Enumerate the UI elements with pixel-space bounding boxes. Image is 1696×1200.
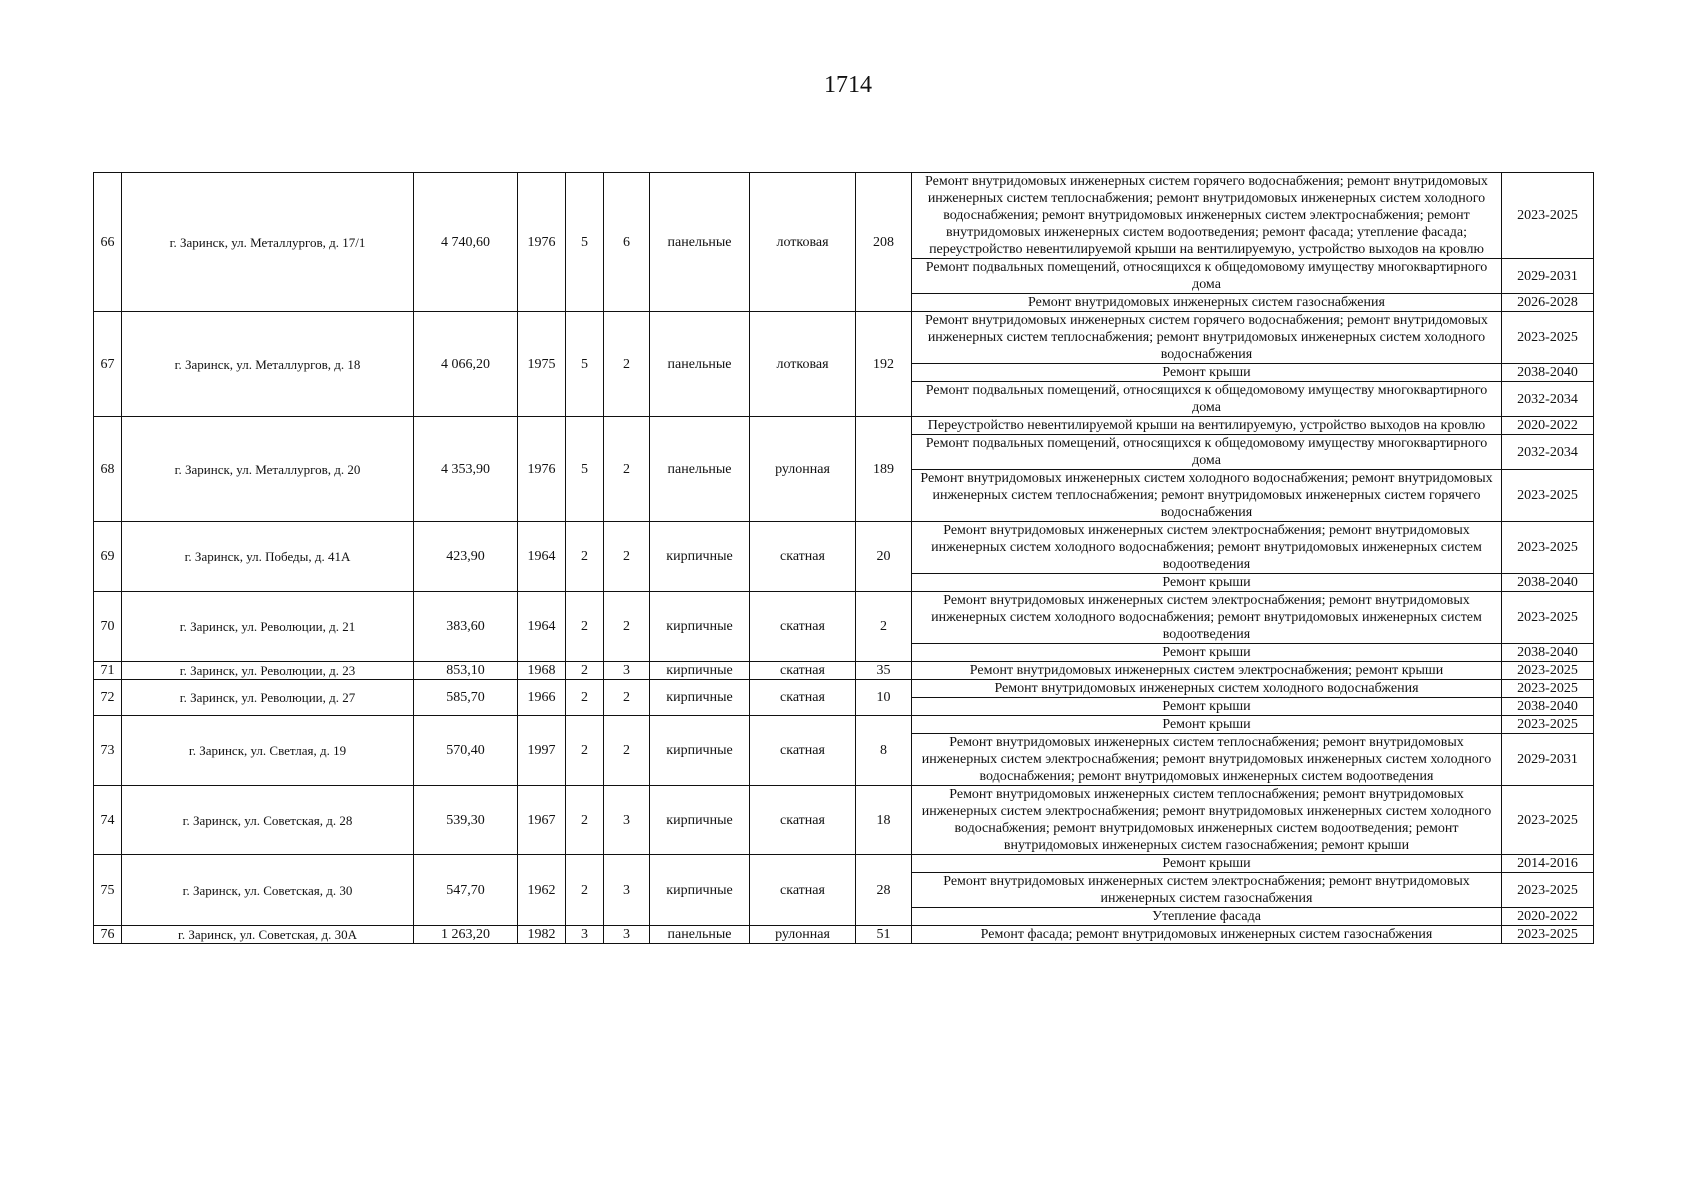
residents-cell: 10	[856, 680, 912, 716]
address-cell: г. Заринск, ул. Советская, д. 28	[122, 786, 414, 855]
entrances-cell: 2	[604, 716, 650, 786]
residents-cell: 20	[856, 522, 912, 592]
table-row	[94, 680, 1594, 698]
walls-cell: кирпичные	[650, 522, 750, 592]
floors-cell: 3	[566, 926, 604, 944]
work-description-cell: Ремонт внутридомовых инженерных систем холодного водоснабжения	[912, 680, 1502, 698]
row-number: 67	[94, 312, 122, 417]
table-row	[94, 786, 1594, 855]
area-cell: 570,40	[414, 716, 518, 786]
roof-cell: скатная	[750, 592, 856, 662]
floors-cell: 5	[566, 417, 604, 522]
row-number: 75	[94, 855, 122, 926]
work-description-cell: Ремонт внутридомовых инженерных систем электроснабжения; ремонт внутридомовых инженерных систем холодного водоснабжения; ремонт внутридомовых инженерных систем водоотведения	[912, 522, 1502, 574]
roof-cell: лотковая	[750, 173, 856, 312]
year-cell: 1997	[518, 716, 566, 786]
walls-cell: панельные	[650, 312, 750, 417]
work-period-cell: 2020-2022	[1502, 417, 1594, 435]
walls-cell: кирпичные	[650, 716, 750, 786]
walls-cell: кирпичные	[650, 662, 750, 680]
work-description-cell: Ремонт крыши	[912, 698, 1502, 716]
work-period-cell: 2023-2025	[1502, 680, 1594, 698]
walls-cell: кирпичные	[650, 855, 750, 926]
year-cell: 1964	[518, 592, 566, 662]
area-cell: 383,60	[414, 592, 518, 662]
entrances-cell: 2	[604, 680, 650, 716]
work-description-cell: Ремонт внутридомовых инженерных систем электроснабжения; ремонт внутридомовых инженерных систем холодного водоснабжения; ремонт внутридомовых инженерных систем водоотведения	[912, 592, 1502, 644]
work-period-cell: 2029-2031	[1502, 734, 1594, 786]
table-row	[94, 662, 1594, 680]
address-cell: г. Заринск, ул. Светлая, д. 19	[122, 716, 414, 786]
floors-cell: 5	[566, 173, 604, 312]
entrances-cell: 2	[604, 417, 650, 522]
table-row	[94, 312, 1594, 364]
floors-cell: 2	[566, 716, 604, 786]
area-cell: 853,10	[414, 662, 518, 680]
table-row	[94, 173, 1594, 259]
year-cell: 1964	[518, 522, 566, 592]
work-description-cell: Ремонт внутридомовых инженерных систем холодного водоснабжения; ремонт внутридомовых инженерных систем теплоснабжения; ремонт внутридомовых инженерных систем горячего водоснабжения	[912, 470, 1502, 522]
area-cell: 423,90	[414, 522, 518, 592]
work-description-cell: Ремонт внутридомовых инженерных систем горячего водоснабжения; ремонт внутридомовых инженерных систем теплоснабжения; ремонт внутридомовых инженерных систем холодного водоснабжения; ремонт внутридомовых инженерных систем электроснабжения; ремонт внутридомовых инженерных систем водоотведения; ремонт фасада; утепление фасада; переустройство невентилируемой крыши на вентилируемую, устройство выходов на кровлю	[912, 173, 1502, 259]
roof-cell: скатная	[750, 680, 856, 716]
work-period-cell: 2014-2016	[1502, 855, 1594, 873]
work-description-cell: Ремонт крыши	[912, 716, 1502, 734]
work-description-cell: Ремонт крыши	[912, 644, 1502, 662]
work-period-cell: 2038-2040	[1502, 698, 1594, 716]
walls-cell: кирпичные	[650, 680, 750, 716]
row-number: 70	[94, 592, 122, 662]
row-number: 76	[94, 926, 122, 944]
entrances-cell: 3	[604, 855, 650, 926]
work-description-cell: Ремонт внутридомовых инженерных систем горячего водоснабжения; ремонт внутридомовых инженерных систем теплоснабжения; ремонт внутридомовых инженерных систем холодного водоснабжения	[912, 312, 1502, 364]
roof-cell: скатная	[750, 786, 856, 855]
table-row	[94, 716, 1594, 734]
roof-cell: рулонная	[750, 926, 856, 944]
entrances-cell: 2	[604, 312, 650, 417]
roof-cell: скатная	[750, 662, 856, 680]
walls-cell: панельные	[650, 926, 750, 944]
floors-cell: 5	[566, 312, 604, 417]
work-period-cell: 2038-2040	[1502, 644, 1594, 662]
address-cell: г. Заринск, ул. Металлургов, д. 20	[122, 417, 414, 522]
work-period-cell: 2026-2028	[1502, 294, 1594, 312]
page-number: 1714	[824, 72, 872, 98]
work-period-cell: 2023-2025	[1502, 873, 1594, 908]
address-cell: г. Заринск, ул. Советская, д. 30	[122, 855, 414, 926]
work-period-cell: 2023-2025	[1502, 786, 1594, 855]
address-cell: г. Заринск, ул. Советская, д. 30А	[122, 926, 414, 944]
year-cell: 1962	[518, 855, 566, 926]
work-description-cell: Утепление фасада	[912, 908, 1502, 926]
residents-cell: 208	[856, 173, 912, 312]
work-period-cell: 2023-2025	[1502, 312, 1594, 364]
roof-cell: лотковая	[750, 312, 856, 417]
year-cell: 1975	[518, 312, 566, 417]
entrances-cell: 3	[604, 926, 650, 944]
work-description-cell: Ремонт внутридомовых инженерных систем электроснабжения; ремонт внутридомовых инженерных систем газоснабжения	[912, 873, 1502, 908]
entrances-cell: 2	[604, 592, 650, 662]
address-cell: г. Заринск, ул. Победы, д. 41А	[122, 522, 414, 592]
work-period-cell: 2038-2040	[1502, 364, 1594, 382]
floors-cell: 2	[566, 855, 604, 926]
residents-cell: 51	[856, 926, 912, 944]
table-row	[94, 855, 1594, 873]
work-period-cell: 2023-2025	[1502, 470, 1594, 522]
year-cell: 1968	[518, 662, 566, 680]
work-description-cell: Ремонт внутридомовых инженерных систем электроснабжения; ремонт крыши	[912, 662, 1502, 680]
year-cell: 1982	[518, 926, 566, 944]
row-number: 73	[94, 716, 122, 786]
work-description-cell: Ремонт подвальных помещений, относящихся к общедомовому имуществу многоквартирного дома	[912, 259, 1502, 294]
area-cell: 547,70	[414, 855, 518, 926]
work-period-cell: 2032-2034	[1502, 435, 1594, 470]
row-number: 74	[94, 786, 122, 855]
year-cell: 1976	[518, 417, 566, 522]
work-description-cell: Ремонт крыши	[912, 855, 1502, 873]
work-description-cell: Ремонт фасада; ремонт внутридомовых инженерных систем газоснабжения	[912, 926, 1502, 944]
year-cell: 1976	[518, 173, 566, 312]
floors-cell: 2	[566, 680, 604, 716]
address-cell: г. Заринск, ул. Революции, д. 21	[122, 592, 414, 662]
address-cell: г. Заринск, ул. Металлургов, д. 18	[122, 312, 414, 417]
area-cell: 4 740,60	[414, 173, 518, 312]
year-cell: 1967	[518, 786, 566, 855]
table-row	[94, 926, 1594, 944]
entrances-cell: 3	[604, 662, 650, 680]
work-description-cell: Переустройство невентилируемой крыши на вентилируемую, устройство выходов на кровлю	[912, 417, 1502, 435]
year-cell: 1966	[518, 680, 566, 716]
entrances-cell: 2	[604, 522, 650, 592]
walls-cell: кирпичные	[650, 592, 750, 662]
floors-cell: 2	[566, 592, 604, 662]
walls-cell: кирпичные	[650, 786, 750, 855]
work-period-cell: 2023-2025	[1502, 662, 1594, 680]
work-period-cell: 2023-2025	[1502, 592, 1594, 644]
area-cell: 4 353,90	[414, 417, 518, 522]
area-cell: 585,70	[414, 680, 518, 716]
residents-cell: 192	[856, 312, 912, 417]
area-cell: 539,30	[414, 786, 518, 855]
floors-cell: 2	[566, 522, 604, 592]
roof-cell: скатная	[750, 855, 856, 926]
work-description-cell: Ремонт крыши	[912, 574, 1502, 592]
address-cell: г. Заринск, ул. Революции, д. 23	[122, 662, 414, 680]
roof-cell: рулонная	[750, 417, 856, 522]
walls-cell: панельные	[650, 173, 750, 312]
area-cell: 4 066,20	[414, 312, 518, 417]
residents-cell: 2	[856, 592, 912, 662]
work-period-cell: 2023-2025	[1502, 716, 1594, 734]
work-period-cell: 2038-2040	[1502, 574, 1594, 592]
row-number: 68	[94, 417, 122, 522]
table-row	[94, 592, 1594, 644]
work-period-cell: 2032-2034	[1502, 382, 1594, 417]
work-description-cell: Ремонт подвальных помещений, относящихся к общедомовому имуществу многоквартирного дома	[912, 435, 1502, 470]
row-number: 69	[94, 522, 122, 592]
work-period-cell: 2023-2025	[1502, 173, 1594, 259]
work-period-cell: 2023-2025	[1502, 522, 1594, 574]
residents-cell: 35	[856, 662, 912, 680]
work-period-cell: 2020-2022	[1502, 908, 1594, 926]
residents-cell: 189	[856, 417, 912, 522]
work-description-cell: Ремонт внутридомовых инженерных систем теплоснабжения; ремонт внутридомовых инженерных систем электроснабжения; ремонт внутридомовых инженерных систем холодного водоснабжения; ремонт внутридомовых инженерных систем водоотведения; ремонт внутридомовых инженерных систем газоснабжения; ремонт крыши	[912, 786, 1502, 855]
roof-cell: скатная	[750, 716, 856, 786]
address-cell: г. Заринск, ул. Металлургов, д. 17/1	[122, 173, 414, 312]
walls-cell: панельные	[650, 417, 750, 522]
address-cell: г. Заринск, ул. Революции, д. 27	[122, 680, 414, 716]
work-period-cell: 2023-2025	[1502, 926, 1594, 944]
entrances-cell: 6	[604, 173, 650, 312]
work-description-cell: Ремонт крыши	[912, 364, 1502, 382]
table-row	[94, 417, 1594, 435]
residents-cell: 8	[856, 716, 912, 786]
residents-cell: 18	[856, 786, 912, 855]
work-description-cell: Ремонт подвальных помещений, относящихся к общедомовому имуществу многоквартирного дома	[912, 382, 1502, 417]
work-description-cell: Ремонт внутридомовых инженерных систем газоснабжения	[912, 294, 1502, 312]
area-cell: 1 263,20	[414, 926, 518, 944]
work-description-cell: Ремонт внутридомовых инженерных систем теплоснабжения; ремонт внутридомовых инженерных систем электроснабжения; ремонт внутридомовых инженерных систем холодного водоснабжения; ремонт внутридомовых инженерных систем водоотведения	[912, 734, 1502, 786]
floors-cell: 2	[566, 662, 604, 680]
row-number: 66	[94, 173, 122, 312]
residents-cell: 28	[856, 855, 912, 926]
row-number: 71	[94, 662, 122, 680]
table-body	[94, 173, 1594, 944]
table-row	[94, 522, 1594, 574]
floors-cell: 2	[566, 786, 604, 855]
roof-cell: скатная	[750, 522, 856, 592]
entrances-cell: 3	[604, 786, 650, 855]
row-number: 72	[94, 680, 122, 716]
repair-schedule-table	[93, 172, 1594, 944]
work-period-cell: 2029-2031	[1502, 259, 1594, 294]
